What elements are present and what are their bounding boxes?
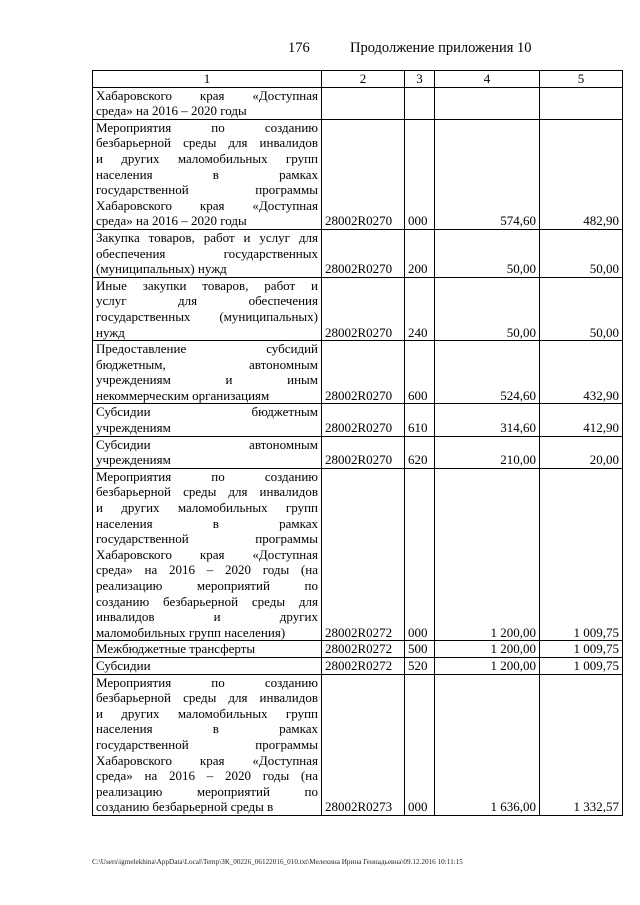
description-line: государственной программы (96, 736, 318, 752)
table-row (93, 87, 623, 119)
target-article-code: 28002R0272 (322, 641, 405, 658)
amount-col-5: 1 009,75 (540, 657, 623, 674)
amount-col-4: 1 636,00 (435, 674, 540, 815)
table-row (93, 341, 623, 404)
amount-col-4: 50,00 (435, 277, 540, 340)
target-article-code: 28002R0272 (322, 657, 405, 674)
target-article-code: 28002R0270 (322, 119, 405, 229)
row-description (93, 641, 322, 658)
row-description (93, 87, 322, 119)
table-row (93, 641, 623, 658)
column-header-2: 2 (322, 71, 405, 88)
amount-col-5: 412,90 (540, 404, 623, 436)
expense-type-code: 610 (405, 404, 435, 436)
row-description (93, 277, 322, 340)
target-article-code (322, 87, 405, 119)
description-line: учреждениям (96, 452, 171, 468)
description-line: Межбюджетные трансферты (96, 641, 256, 657)
amount-col-5: 1 009,75 (540, 468, 623, 641)
description-line: учреждениям (96, 420, 171, 436)
description-line: и других маломобильных групп (96, 150, 318, 166)
column-header-1: 1 (93, 71, 322, 88)
description-line: Закупка товаров, работ и услуг для (96, 229, 318, 245)
table-row (93, 468, 623, 641)
row-description (93, 229, 322, 277)
amount-col-5: 432,90 (540, 341, 623, 404)
budget-table-body (93, 71, 623, 816)
table-row (93, 229, 623, 277)
row-description (93, 119, 322, 229)
description-line: населения в рамках (96, 721, 318, 737)
row-description (93, 436, 322, 468)
description-line: (муниципальных) нужд (96, 261, 227, 277)
description-line: Мероприятия по созданию (96, 119, 318, 135)
page-header (0, 38, 640, 58)
appendix-continuation-title: Продолжение приложения 10 (350, 40, 532, 56)
amount-col-4: 524,60 (435, 341, 540, 404)
description-line: бюджетным, автономным (96, 356, 318, 372)
table-row (93, 436, 623, 468)
description-line: государственной программы (96, 531, 318, 547)
description-line: среда» на 2016 – 2020 годы (96, 213, 247, 229)
description-line: Субсидии бюджетным (96, 404, 318, 420)
description-line: среда» на 2016 – 2020 годы (на (96, 768, 318, 784)
description-line: среда» на 2016 – 2020 годы (96, 103, 247, 119)
amount-col-5 (540, 87, 623, 119)
expense-type-code: 620 (405, 436, 435, 468)
description-line: Хабаровского края «Доступная (96, 752, 318, 768)
amount-col-4: 314,60 (435, 404, 540, 436)
description-line: Субсидии (96, 657, 151, 673)
description-line: Иные закупки товаров, работ и (96, 277, 318, 293)
page-number: 176 (288, 40, 310, 56)
description-line: созданию безбарьерной среды в (96, 799, 274, 815)
description-line: безбарьерной среды для инвалидов (96, 135, 318, 151)
description-line: Субсидии автономным (96, 436, 318, 452)
amount-col-5: 20,00 (540, 436, 623, 468)
table-row (93, 657, 623, 674)
row-description (93, 341, 322, 404)
table-row (93, 119, 623, 229)
description-line: государственной программы (96, 182, 318, 198)
description-line: услуг для обеспечения (96, 293, 318, 309)
description-line: инвалидов и других (96, 609, 318, 625)
amount-col-5: 50,00 (540, 229, 623, 277)
expense-type-code: 200 (405, 229, 435, 277)
description-line: реализацию мероприятий по (96, 578, 318, 593)
expense-type-code: 000 (405, 468, 435, 641)
description-line: населения в рамках (96, 166, 318, 182)
expense-type-code: 000 (405, 674, 435, 815)
description-line: Мероприятия по созданию (96, 468, 318, 484)
target-article-code: 28002R0270 (322, 229, 405, 277)
amount-col-4: 1 200,00 (435, 641, 540, 658)
expense-type-code: 000 (405, 119, 435, 229)
expense-type-code (405, 87, 435, 119)
amount-col-4: 574,60 (435, 119, 540, 229)
description-line: государственных (муниципальных) (96, 308, 318, 324)
description-line: реализацию мероприятий по (96, 783, 318, 799)
description-line: Хабаровского края «Доступная (96, 197, 318, 213)
row-description (93, 674, 322, 815)
amount-col-4: 1 200,00 (435, 657, 540, 674)
description-line: населения в рамках (96, 515, 318, 531)
description-line: созданию безбарьерной среды для (96, 593, 318, 609)
expense-type-code: 240 (405, 277, 435, 340)
amount-col-5: 50,00 (540, 277, 623, 340)
description-line: безбарьерной среды для инвалидов (96, 690, 318, 706)
column-header-4: 4 (435, 71, 540, 88)
amount-col-4: 210,00 (435, 436, 540, 468)
description-line: нужд (96, 324, 125, 340)
target-article-code: 28002R0273 (322, 674, 405, 815)
table-row (93, 674, 623, 815)
amount-col-4: 1 200,00 (435, 468, 540, 641)
target-article-code: 28002R0270 (322, 277, 405, 340)
target-article-code: 28002R0270 (322, 341, 405, 404)
description-line: Мероприятия по созданию (96, 674, 318, 690)
description-line: и других маломобильных групп (96, 705, 318, 721)
description-line: учреждениям и иным (96, 372, 318, 388)
description-line: некоммерческим организациям (96, 387, 270, 403)
expense-type-code: 520 (405, 657, 435, 674)
description-line: и других маломобильных групп (96, 500, 318, 516)
table-row (93, 277, 623, 340)
description-line: среда» на 2016 – 2020 годы (на (96, 562, 318, 578)
amount-col-4 (435, 87, 540, 119)
description-line: безбарьерной среды для инвалидов (96, 484, 318, 500)
column-header-3: 3 (405, 71, 435, 88)
description-line: Хабаровского края «Доступная (96, 546, 318, 562)
amount-col-4: 50,00 (435, 229, 540, 277)
amount-col-5: 482,90 (540, 119, 623, 229)
expense-type-code: 500 (405, 641, 435, 658)
expense-type-code: 600 (405, 341, 435, 404)
amount-col-5: 1 009,75 (540, 641, 623, 658)
row-description (93, 657, 322, 674)
amount-col-5: 1 332,57 (540, 674, 623, 815)
row-description (93, 404, 322, 436)
table-row (93, 404, 623, 436)
description-line: обеспечения государственных (96, 245, 318, 261)
target-article-code: 28002R0270 (322, 436, 405, 468)
description-line: Предоставление субсидий (96, 341, 318, 357)
document-footer-path: C:\Users\igmelekhina\AppData\Local\Temp\ЗК_00226_06122016_010.txt\Мелехина Ирина Геннадьевна\09.12.2016 10:11:15 (92, 858, 463, 866)
budget-table (92, 70, 623, 816)
description-line: маломобильных групп населения) (96, 624, 286, 640)
column-header-5: 5 (540, 71, 623, 88)
row-description (93, 468, 322, 641)
target-article-code: 28002R0270 (322, 404, 405, 436)
column-header-row (93, 71, 623, 88)
description-line: Хабаровского края «Доступная (96, 87, 318, 103)
target-article-code: 28002R0272 (322, 468, 405, 641)
